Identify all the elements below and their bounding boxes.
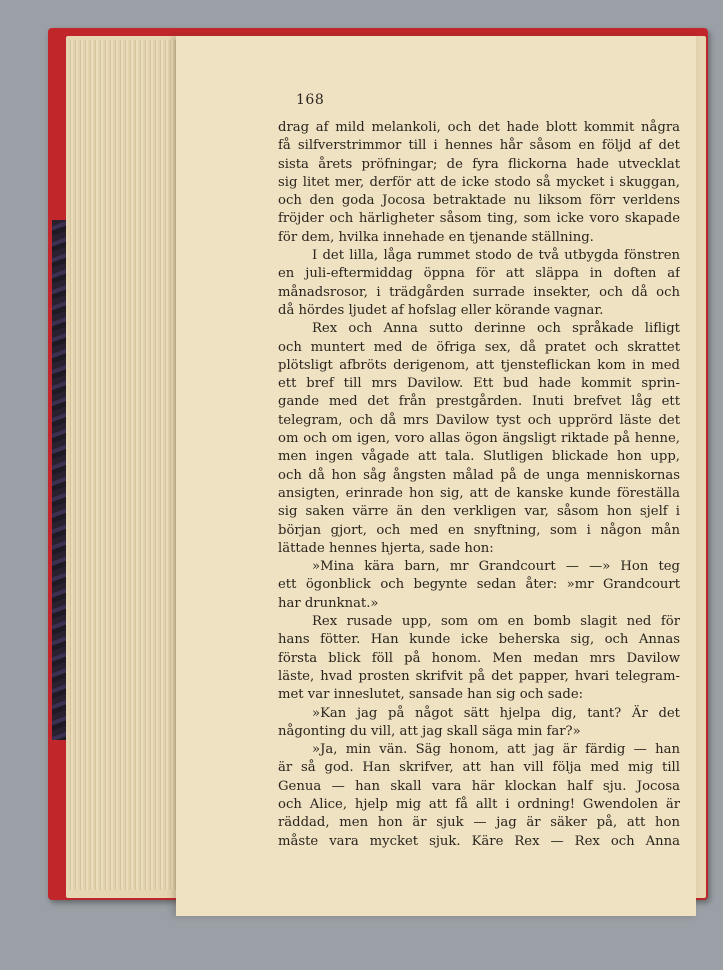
text-line: sig saken värre än den verkligen var, såsom hon sjelf i bbox=[278, 504, 680, 520]
text-line: »Ja, min vän. Säg honom, att jag är färdig — han bbox=[312, 742, 680, 758]
text-line: om och om igen, voro allas ögon ängsligt riktade på henne, bbox=[278, 431, 680, 447]
text-line: I det lilla, låga rummet stodo de två utbygda fönstren bbox=[312, 248, 680, 264]
text-line: Rex och Anna sutto derinne och språkade lifligt bbox=[312, 321, 680, 337]
text-line: lättade hennes hjerta, sade hon: bbox=[278, 540, 494, 556]
text-line: för dem, hvilka innehade en tjenande ställning. bbox=[278, 229, 594, 245]
text-line: räddad, men hon är sjuk — jag är säker på, att hon bbox=[278, 815, 680, 831]
page-text bbox=[278, 119, 680, 851]
text-line: och då hon såg ångsten målad på de unga menniskornas bbox=[278, 467, 680, 483]
text-line: och den goda Jocosa betraktade nu liksom förr verldens bbox=[278, 193, 680, 209]
text-line: »Mina kära barn, mr Grandcourt — —» Hon teg bbox=[312, 559, 680, 575]
text-line: första blick föll på honom. Men medan mrs Davilow bbox=[278, 650, 680, 666]
page-edges bbox=[68, 40, 180, 890]
text-line: sig litet mer, derför att de icke stodo så mycket i skuggan, bbox=[278, 174, 680, 190]
text-line: ett ögonblick och begynte sedan åter: »mr Grandcourt bbox=[278, 577, 680, 593]
page-number: 168 bbox=[296, 92, 325, 108]
text-line: Rex rusade upp, som om en bomb slagit ned för bbox=[312, 614, 680, 630]
text-line: och Alice, hjelp mig att få allt i ordning! Gwendolen är bbox=[278, 796, 680, 812]
text-line: »Kan jag på något sätt hjelpa dig, tant? Är det bbox=[312, 705, 680, 721]
text-line: gande med det från prestgården. Inuti brefvet låg ett bbox=[278, 394, 680, 410]
text-line: men ingen vågade att tala. Slutligen blickade hon upp, bbox=[278, 449, 680, 465]
text-line: någonting du vill, att jag skall säga min far?» bbox=[278, 723, 581, 739]
text-line: då hördes ljudet af hofslag eller körande vagnar. bbox=[278, 302, 604, 318]
text-line: början gjort, och med en snyftning, som i någon mån bbox=[278, 522, 680, 538]
text-line: en juli-eftermiddag öppna för att släppa in doften af bbox=[278, 266, 680, 282]
text-line: drag af mild melankoli, och det hade blott kommit några bbox=[278, 120, 680, 135]
text-line: sista årets pröfningar; de fyra flickorna hade utvecklat bbox=[278, 156, 680, 172]
text-line: hans fötter. Han kunde icke beherska sig, och Annas bbox=[278, 632, 680, 648]
text-line: plötsligt afbröts derigenom, att tjensteflickan kom in med bbox=[278, 357, 680, 373]
text-line: Genua — han skall vara här klockan half sju. Jocosa bbox=[278, 778, 680, 794]
text-line: telegram, och då mrs Davilow tyst och upprörd läste det bbox=[278, 412, 680, 428]
text-line: måste vara mycket sjuk. Käre Rex — Rex och Anna bbox=[278, 833, 680, 849]
text-line: ett bref till mrs Davilow. Ett bud hade kommit sprin- bbox=[278, 376, 680, 392]
text-line: läste, hvad prosten skrifvit på det papper, hvari telegram- bbox=[278, 668, 680, 684]
text-line: ansigten, erinrade hon sig, att de kanske kunde föreställa bbox=[278, 485, 680, 501]
text-line: met var inneslutet, sansade han sig och sade: bbox=[278, 687, 584, 703]
text-line: fröjder och härligheter såsom ting, som icke voro skapade bbox=[278, 211, 680, 227]
text-line: är så god. Han skrifver, att han vill följa med mig till bbox=[278, 760, 680, 776]
text-line: få silfverstrimmor till i hennes hår såsom en följd af det bbox=[278, 138, 680, 154]
text-line: har drunknat.» bbox=[278, 595, 379, 611]
text-line: månadsrosor, i trädgården surrade insekter, och då och bbox=[278, 284, 680, 300]
text-line: och muntert med de öfriga sex, då pratet och skrattet bbox=[278, 339, 680, 355]
